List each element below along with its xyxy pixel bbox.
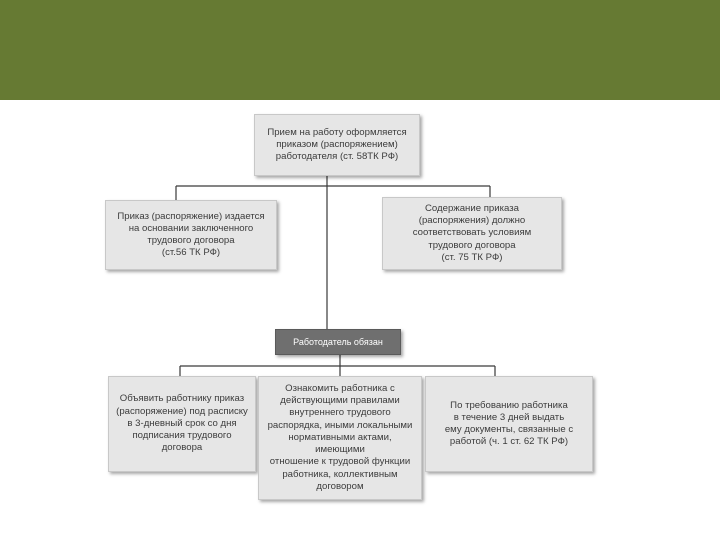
right-box: Содержание приказа (распоряжения) должно соответствовать условиям трудового договора (ст. 75 ТК РФ) <box>382 197 562 270</box>
top-box: Прием на работу оформляется приказом (распоряжением) работодателя (ст. 58ТК РФ) <box>254 114 420 176</box>
bottom-right-box: По требованию работника в течение 3 дней выдать ему документы, связанные с работой (ч. 1 ст. 62 ТК РФ) <box>425 376 593 472</box>
bottom-left-box: Объявить работнику приказ (распоряжение) под расписку в 3-дневный срок со дня подписания трудового договора <box>108 376 256 472</box>
bottom-center-box: Ознакомить работника с действующими правилами внутреннего трудового распорядка, иными локальными нормативными актами, имеющими отношение к трудовой функции работника, коллективным договором <box>258 376 422 500</box>
center-box: Работодатель обязан <box>275 329 401 355</box>
left-box: Приказ (распоряжение) издается на основании заключенного трудового договора (ст.56 ТК РФ) <box>105 200 277 270</box>
